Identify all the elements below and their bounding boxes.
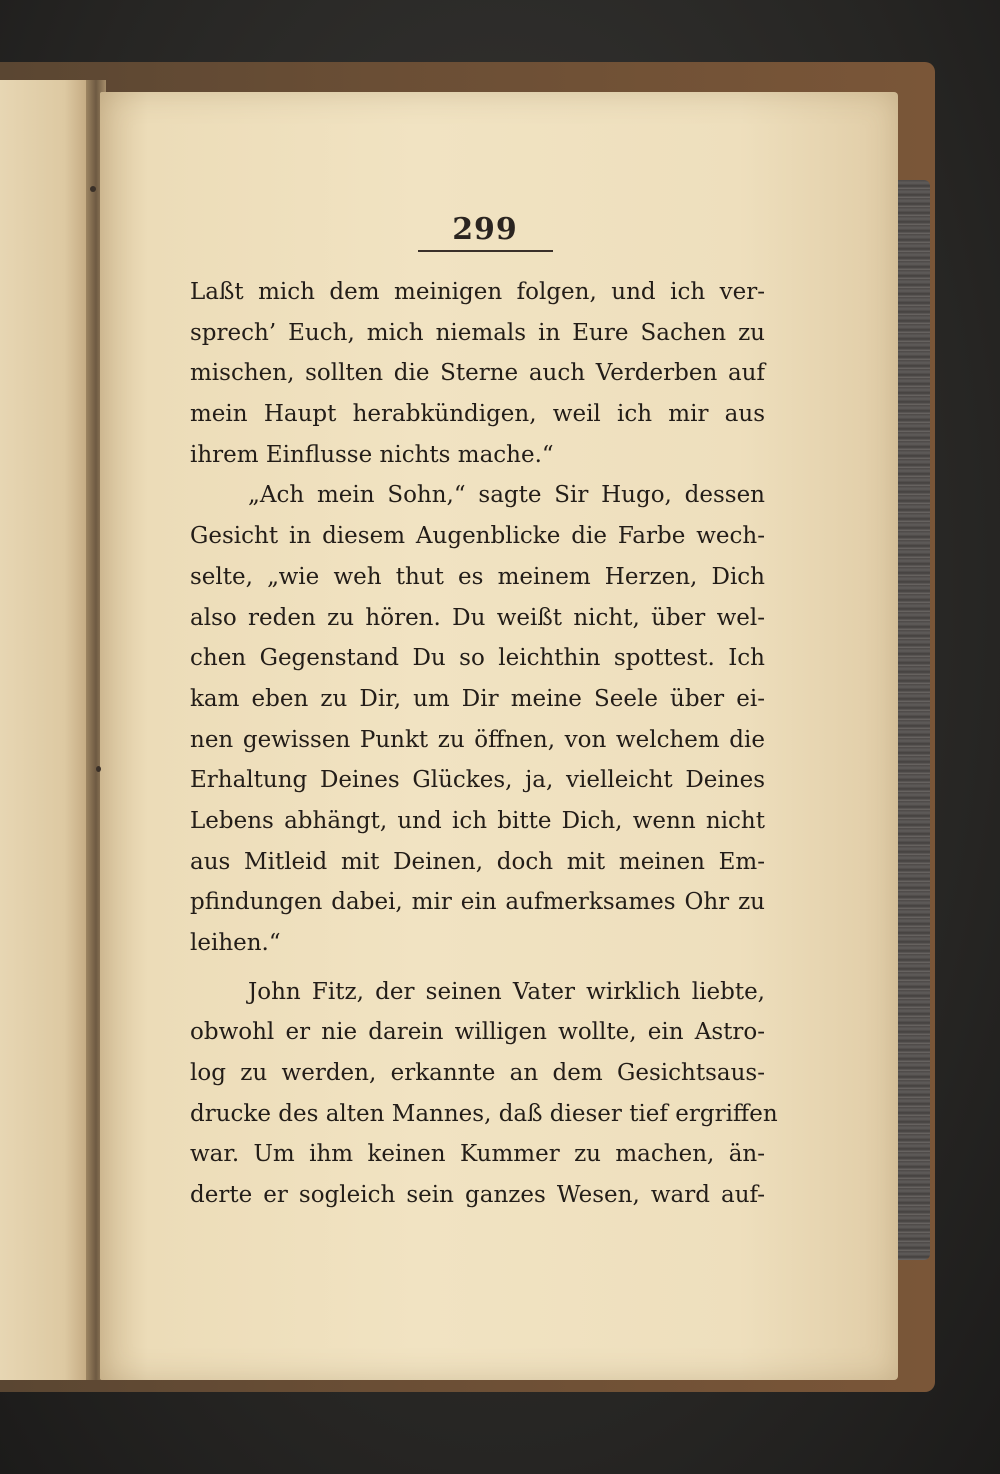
- text-line: war. Um ihm keinen Kummer zu machen, än-: [190, 1141, 765, 1168]
- text-line: Gesicht in diesem Augenblicke die Farbe wech-: [190, 523, 765, 550]
- text-line: pfindungen dabei, mir ein aufmerksames Ohr zu: [190, 889, 765, 916]
- text-line: drucke des alten Mannes, daß dieser tief ergriffen: [190, 1100, 778, 1127]
- text-line: kam eben zu Dir, um Dir meine Seele über ei-: [190, 685, 765, 712]
- text-line: selte, „wie weh thut es meinem Herzen, Dich: [190, 563, 765, 590]
- text-line: leihen.“: [190, 930, 281, 956]
- text-line: chen Gegenstand Du so leichthin spottest. Ich: [190, 645, 765, 672]
- text-line: mischen, sollten die Sterne auch Verderben auf: [190, 360, 765, 387]
- text-line: John Fitz, der seinen Vater wirklich liebte,: [248, 978, 765, 1005]
- text-line: „Ach mein Sohn,“ sagte Sir Hugo, dessen: [248, 482, 765, 509]
- text-line: mein Haupt herabkündigen, weil ich mir aus: [190, 401, 765, 428]
- body-text: [190, 272, 778, 1216]
- text-line: ihrem Einflusse nichts mache.“: [190, 441, 554, 468]
- page-number: 299: [452, 212, 518, 247]
- paper-speck: [90, 186, 96, 192]
- text-line: derte er sogleich sein ganzes Wesen, ward auf-: [190, 1182, 765, 1209]
- text-line: obwohl er nie darein willigen wollte, ein Astro-: [190, 1019, 765, 1046]
- page-number-rule: [418, 250, 553, 252]
- text-line: log zu werden, erkannte an dem Gesichtsaus-: [190, 1060, 765, 1087]
- text-line: nen gewissen Punkt zu öffnen, von welchem die: [190, 726, 765, 753]
- text-line: Lebens abhängt, und ich bitte Dich, wenn nicht: [190, 807, 765, 834]
- text-line: Erhaltung Deines Glückes, ja, vielleicht Deines: [190, 767, 765, 794]
- text-line: sprech’ Euch, mich niemals in Eure Sachen zu: [190, 319, 765, 346]
- text-line: aus Mitleid mit Deinen, doch mit meinen Em-: [190, 848, 765, 875]
- left-page-edge: [0, 80, 92, 1380]
- text-line: Laßt mich dem meinigen folgen, und ich ver-: [190, 279, 765, 305]
- text-line: also reden zu hören. Du weißt nicht, über wel-: [190, 604, 765, 631]
- paper-speck: [96, 766, 101, 772]
